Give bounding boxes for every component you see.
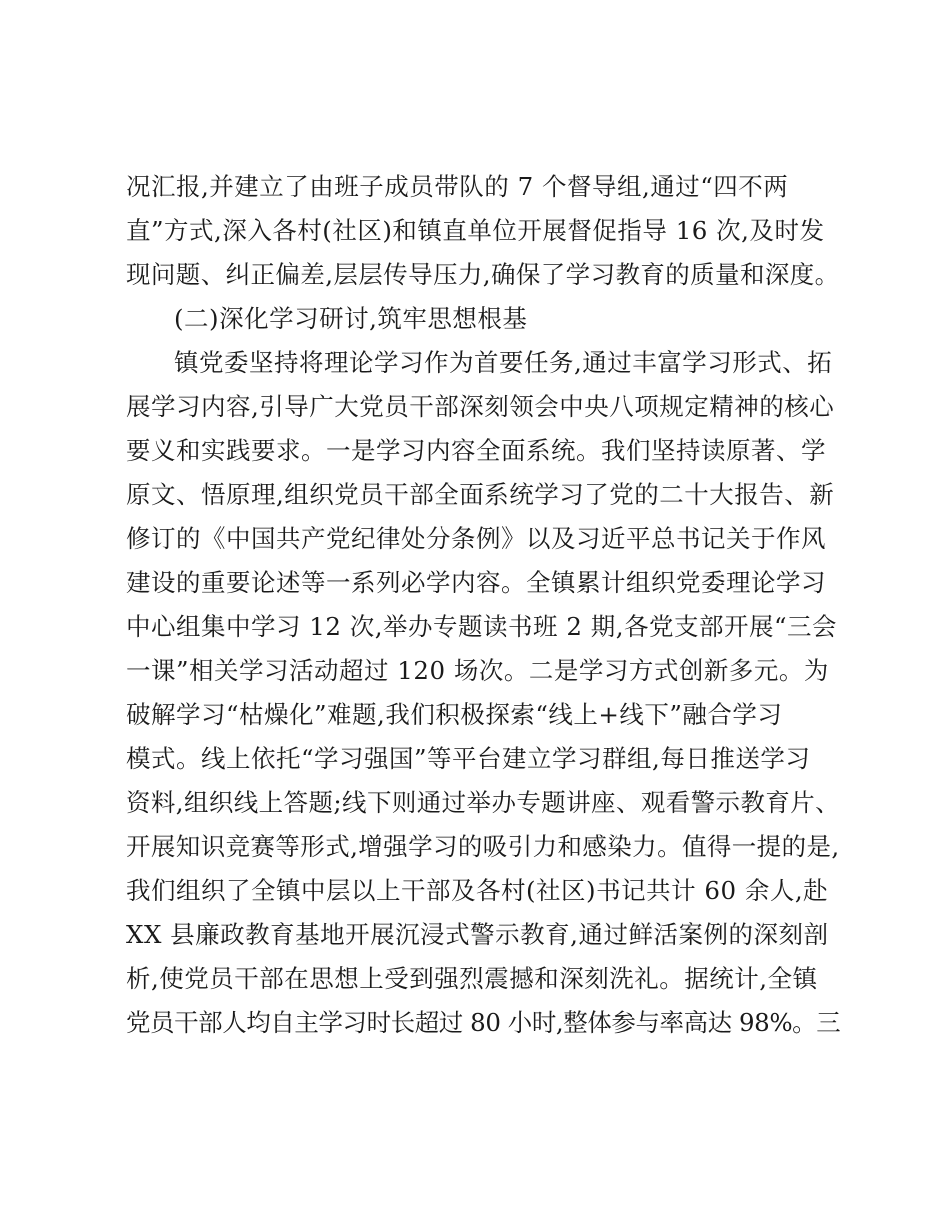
paragraph-line: 展学习内容,引导广大党员干部深刻领会中央八项规定精神的核心 [126,392,835,421]
paragraph-line: 修订的《中国共产党纪律处分条例》以及习近平总书记关于作风 [126,524,826,553]
paragraph-line: 直”方式,深入各村(社区)和镇直单位开展督促指导 16 次,及时发 [126,216,825,245]
paragraph-line: 模式。线上依托“学习强国”等平台建立学习群组,每日推送学习 [126,744,811,773]
paragraph-line: 现问题、纠正偏差,层层传导压力,确保了学习教育的质量和深度。 [126,260,840,289]
paragraph-line: 要义和实践要求。一是学习内容全面系统。我们坚持读原著、学 [126,436,826,465]
paragraph-line: 原文、悟原理,组织党员干部全面系统学习了党的二十大报告、新 [126,480,835,509]
paragraph-line: 一课”相关学习活动超过 120 场次。二是学习方式创新多元。为 [126,656,829,685]
paragraph-line: 资料,组织线上答题;线下则通过举办专题讲座、观看警示教育片、 [126,788,841,817]
paragraph-line: 析,使党员干部在思想上受到强烈震撼和深刻洗礼。据统计,全镇 [126,964,818,993]
paragraph-line: 我们组织了全镇中层以上干部及各村(社区)书记共计 60 余人,赴 [126,876,829,905]
paragraph-line: 况汇报,并建立了由班子成员带队的 7 个督导组,通过“四不两 [126,172,789,201]
paragraph-line: XX 县廉政教育基地开展沉浸式警示教育,通过鲜活案例的深刻剖 [126,920,829,949]
section-heading: (二)深化学习研讨,筑牢思想根基 [174,304,528,333]
paragraph-line: 建设的重要论述等一系列必学内容。全镇累计组织党委理论学习 [126,568,826,597]
paragraph-line: 开展知识竞赛等形式,增强学习的吸引力和感染力。值得一提的是, [126,832,840,861]
paragraph-line: 镇党委坚持将理论学习作为首要任务,通过丰富学习形式、拓 [174,348,833,377]
paragraph-line: 中心组集中学习 12 次,举办专题读书班 2 期,各党支部开展“三会 [126,612,838,641]
paragraph-line: 党员干部人均自主学习时长超过 80 小时,整体参与率高达 98%。三 [126,1008,841,1037]
paragraph-line: 破解学习“枯燥化”难题,我们积极探索“线上+线下”融合学习 [126,700,783,729]
